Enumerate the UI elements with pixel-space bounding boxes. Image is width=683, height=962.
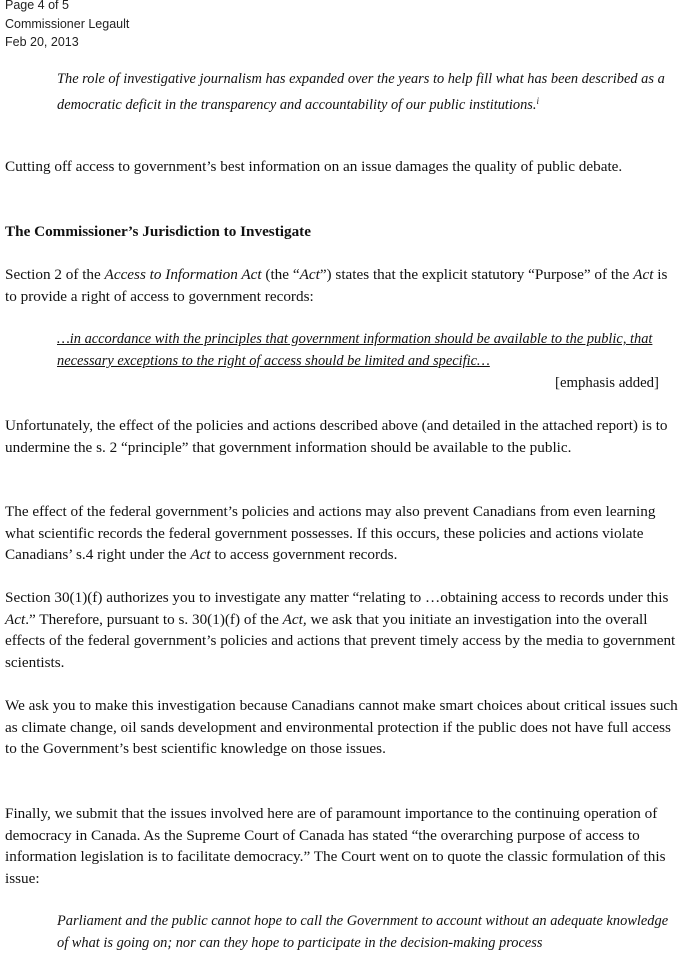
letter-date: Feb 20, 2013	[5, 35, 79, 49]
italic-run: Act	[5, 610, 26, 628]
italic-run: Act,	[282, 610, 307, 628]
paragraph-section-2	[5, 264, 681, 307]
text-run: is to provide a right of access to government records:	[5, 266, 668, 305]
paragraph-scientific-records	[5, 501, 681, 566]
recipient-name: Commissioner Legault	[5, 16, 130, 31]
quote-parliament: Parliament and the public cannot hope to call the Government to account without an adequate knowledge of what is going on; nor can they hope to participate in the decision-making process	[57, 913, 669, 951]
text-run: ”) states that the explicit statutory “Purpose” of the	[319, 266, 634, 283]
text-run: .” Therefore, pursuant to s. 30(1)(f) of the	[25, 610, 283, 628]
emphasis-note: [emphasis added]	[555, 375, 659, 391]
underlined-quote-text: …in accordance with the principles that government information should be available to the public, that necessary exceptions to the right of access should be limited and specific…	[57, 331, 653, 369]
paragraph-smart-choices: We ask you to make this investigation because Canadians cannot make smart choices about critical issues such as climate change, oil sands development and environmental protection if the public does not have full access to the Government’s best scientific knowledge on those issues.	[5, 697, 678, 758]
italic-run: Act	[633, 266, 654, 283]
paragraph-democracy: Finally, we submit that the issues involved here are of paramount importance to the continuing operation of democracy in Canada. As the Supreme Court of Canada has stated “the overarching purpose of access to information legislation is to facilitate democracy.” The Court went on to quote the classic formulation of this issue:	[5, 805, 666, 887]
quote-investigative-journalism	[57, 68, 677, 116]
paragraph-section-30	[5, 587, 681, 673]
footnote-marker: i	[536, 96, 540, 106]
italic-run: Access to Information Act	[104, 266, 262, 283]
text-run: The effect of the federal government’s policies and actions may also prevent Canadians from even learning what scientific records the federal government possesses. If this occurs, these policies and actions violate Canadians’ s.4 right under the	[5, 503, 656, 564]
quote-text: The role of investigative journalism has expanded over the years to help fill what has been described as a democratic deficit in the transparency and accountability of our public institutions.	[57, 71, 665, 113]
page-number: Page 4 of 5	[5, 0, 69, 12]
text-run: Section 30(1)(f) authorizes you to investigate any matter “relating to …obtaining access to records under this	[5, 589, 669, 606]
text-run: to access government records.	[210, 546, 398, 564]
page-header	[5, 0, 129, 52]
text-run: (the “	[261, 266, 300, 283]
quote-act-principles	[57, 328, 677, 394]
paragraph-undermine-principle: Unfortunately, the effect of the policies and actions described above (and detailed in the attached report) is to undermine the s. 2 “principle” that government information should be available to the public.	[5, 417, 668, 456]
text-run: Section 2 of the	[5, 266, 105, 283]
italic-run: Act	[190, 546, 211, 564]
italic-run: Act	[299, 266, 320, 283]
paragraph-cutting-off-access: Cutting off access to government’s best information on an issue damages the quality of public debate.	[5, 158, 623, 175]
text-run: we ask that you initiate an investigation into the overall effects of the federal government’s policies and actions that prevent timely access by the media to government scientists.	[5, 610, 676, 671]
section-heading: The Commissioner’s Jurisdiction to Investigate	[5, 223, 311, 240]
